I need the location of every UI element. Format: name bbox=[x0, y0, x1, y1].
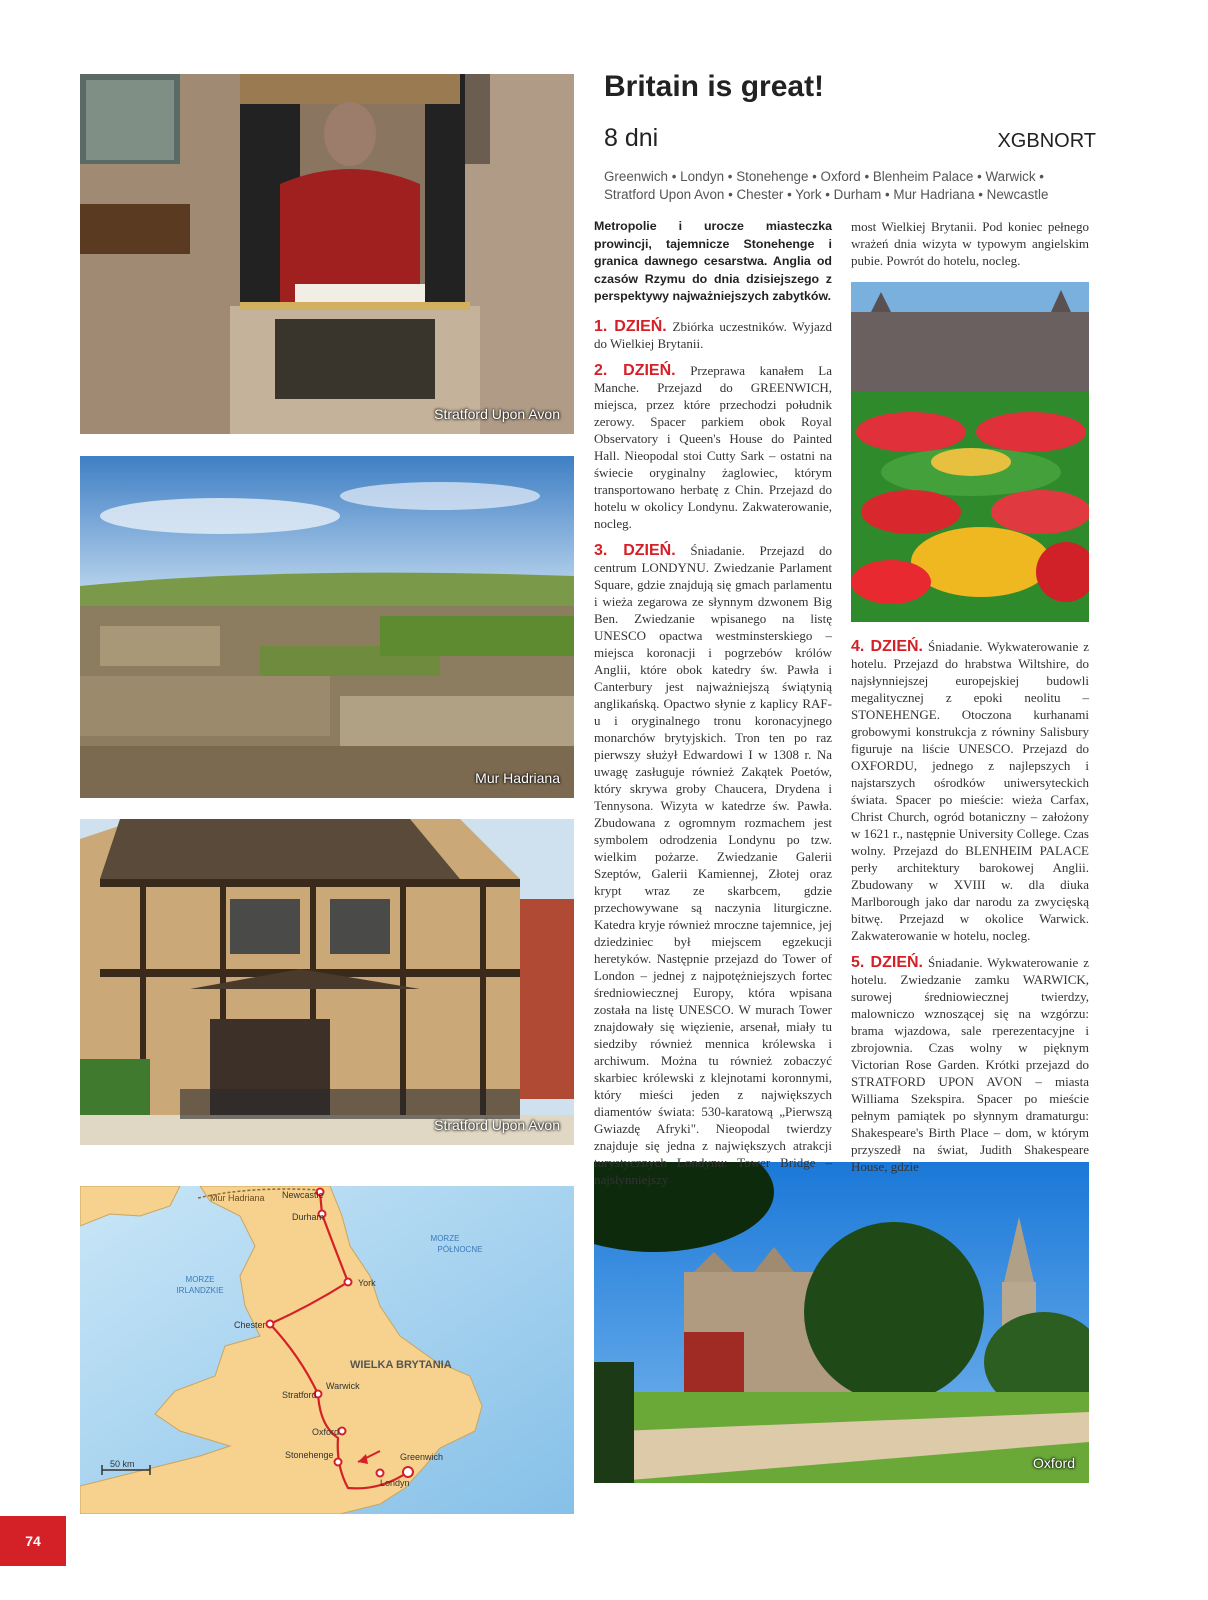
route-map bbox=[80, 1186, 574, 1514]
photo-hadrians-wall bbox=[80, 456, 574, 798]
map-city-york: York bbox=[358, 1278, 376, 1288]
map-label-wall: Mur Hadriana bbox=[210, 1193, 265, 1203]
map-city-londyn: Londyn bbox=[380, 1478, 410, 1488]
day-5 bbox=[851, 954, 1089, 1175]
day-label: 3. DZIEŃ. bbox=[594, 541, 676, 559]
map-sea-north: PÓŁNOCNE bbox=[437, 1245, 483, 1254]
map-scale-label: 50 km bbox=[110, 1459, 135, 1469]
day-3 bbox=[594, 542, 832, 1188]
trip-code: XGBNORT bbox=[997, 130, 1096, 152]
day-text: Śniadanie. Wykwaterowanie z hotelu. Przejazd do hrabstwa Wiltshire, do najsłynniejszej europejskiej budowli megalitycznej z epoki neolitu – STONEHENGE. Otoczona kurhanami grobowymi konstrukcja z równiny Salisbury figuruje na liście UNESCO. Przejazd do OXFORDU, jednego z najlepszych i najstarszych ośrodków uniwersyteckich świata. Spacer po mieście: wieża Carfax, Christ Church, ogród botaniczny – założony w 1621 r., następnie University College. Czas wolny. Przejazd do BLENHEIM PALACE perły architektury barokowej Anglii. Zbudowany w XVIII w. dla diuka Marlborough jako dar narodu za zwycięską bitwę. Przejazd w okolice Warwick. Zakwaterowanie w hotelu, nocleg. bbox=[851, 639, 1089, 943]
photo-caption: Stratford Upon Avon bbox=[434, 1117, 560, 1133]
day-label: 2. DZIEŃ. bbox=[594, 361, 676, 379]
map-city-warwick: Warwick bbox=[326, 1381, 360, 1391]
photo-caption: Mur Hadriana bbox=[475, 770, 560, 786]
photo-shakespeare-monument bbox=[80, 74, 574, 434]
page-number: 74 bbox=[0, 1516, 66, 1566]
day-label: 5. DZIEŃ. bbox=[851, 954, 923, 971]
day-2 bbox=[594, 362, 832, 532]
map-country-label: WIELKA BRYTANIA bbox=[350, 1359, 452, 1371]
map-city-newcastle: Newcastle bbox=[282, 1190, 324, 1200]
map-sea-irish: MORZE bbox=[185, 1275, 215, 1284]
day-text: Śniadanie. Przejazd do centrum LONDYNU. Zwiedzanie Parlament Square, gdzie znajdują się gmach parlamentu i wieża zegarowa ze słynnym dzwonem Big Ben. Zwiedzanie wpisanego na listę UNESCO opactwa westminsterskiego – miejsca koronacji i pogrzebów królów Anglii, które obok katedry św. Pawła i Canterbury jest najważniejszą świątynią anglikańską. Opactwo słynie z kaplicy RAF-u i oryginalnego tronu koronacyjnego monarchów brytyjskich. Tron ten po raz pierwszy służył Edwardowi I w 1308 r. Na uwagę zasługuje również Zakątek Poetów, który skrywa groby Chaucera, Drydena i Tennysona. Wizyta w katedrze św. Pawła. Zbudowana z ogromnym rozmachem jest symbolem odrodzenia Londynu po tzw. wielkim pożarze. Zwiedzanie Galerii Szeptów, Galerii Kamiennej, Złotej oraz krypt wraz ze skarbcem, gdzie przechowywane są naczynia liturgiczne. Katedra kryje również mroczne tajemnice, jej dziedziniec był miejscem egzekucji heretyków. Następnie przejazd do Tower of London – jednej z najpotężniejszych fortec średniowiecznej Europy, która wpisana została na listę UNESCO. W murach Tower znajdowały się więzienie, arsenał, miały tu siedziby również mennica królewska i archiwum. Można tu również zobaczyć skarbiec królewski z klejnotami koronnymi, który mieści jeden z największych diamentów świata: 530-karatową „Pierwszą Gwiazdę Afryki". Nieopodal twierdzy znajduje się jedna z największych atrakcji turystycznych Londynu: Tower Bridge – najsłynniejszy bbox=[594, 542, 832, 1187]
day-text: Przeprawa kanałem La Manche. Przejazd do GREENWICH, miejsca, przez które przechodzi południk zerowy. Spacer parkiem obok Royal Observatory i Queen's House do Painted Hall. Nieopodal stoi Cutty Sark – ostatni na świecie oryginalny żaglowiec, którym transportowano herbatę z Chin. Przejazd do hotelu w okolicy Londynu. Zakwaterowanie, nocleg. bbox=[594, 362, 833, 531]
photo-caption: Stratford Upon Avon bbox=[434, 406, 560, 422]
day-4 bbox=[851, 638, 1089, 944]
photo-garden bbox=[851, 282, 1089, 622]
map-sea-north: MORZE bbox=[430, 1234, 460, 1243]
day-text: Zbiórka uczestników. Wyjazd do Wielkiej Brytanii. bbox=[594, 318, 832, 351]
map-city-stratford: Stratford bbox=[282, 1390, 317, 1400]
map-city-chester: Chester bbox=[234, 1320, 266, 1330]
map-city-greenwich: Greenwich bbox=[400, 1452, 444, 1462]
day-text: Śniadanie. Wykwaterowanie z hotelu. Zwiedzanie zamku WARWICK, surowej średniowiecznej twierdzy, malowniczo wznoszącej się na wzgórzu: brama wjazdowa, sale rperezentacyjne i zbrojownia. Czas wolny w pięknym Victorian Rose Garden. Krótki przejazd do STRATFORD UPON AVON – miasta Williama Szekspira. Spacer po mieście pełnym pamiątek po słynnym dramaturgu: Shakespeare's Birth Place – dom, w którym przyszedł na świat, Judith Shakespeare House, gdzie bbox=[851, 955, 1089, 1174]
photo-tudor-house bbox=[80, 819, 574, 1145]
map-city-stonehenge: Stonehenge bbox=[285, 1450, 334, 1460]
route-list: Greenwich • Londyn • Stonehenge • Oxford • Blenheim Palace • Warwick • Stratford Upon Avon • Chester • York • Durham • Mur Hadriana • Newcastle bbox=[604, 169, 1049, 202]
map-city-oxford: Oxford bbox=[312, 1427, 340, 1437]
map-city-durham: Durham bbox=[292, 1212, 325, 1222]
photo-oxford bbox=[594, 1162, 1089, 1483]
map-sea-irish: IRLANDZKIE bbox=[176, 1286, 224, 1295]
photo-caption: Oxford bbox=[1032, 1455, 1075, 1471]
day-label: 1. DZIEŃ. bbox=[594, 317, 667, 335]
day-1 bbox=[594, 318, 832, 352]
itinerary-column-2-top bbox=[851, 218, 1089, 269]
itinerary-column-2 bbox=[851, 638, 1089, 1185]
trip-duration: 8 dni bbox=[604, 124, 659, 152]
page-title: Britain is great! bbox=[604, 70, 825, 103]
intro-text: Metropolie i urocze miasteczka prowincji, tajemnicze Stonehenge i granica dawnego cesarstwa. Anglia od czasów Rzymu do dnia dzisiejszego z perspektywy najważniejszych zabytków. bbox=[594, 219, 832, 303]
itinerary-column-1 bbox=[594, 218, 832, 1198]
day-3-continued: most Wielkiej Brytanii. Pod koniec pełnego wrażeń dnia wizyta w typowym angielskim pubie. Powrót do hotelu, nocleg. bbox=[851, 219, 1089, 268]
day-label: 4. DZIEŃ. bbox=[851, 638, 923, 655]
